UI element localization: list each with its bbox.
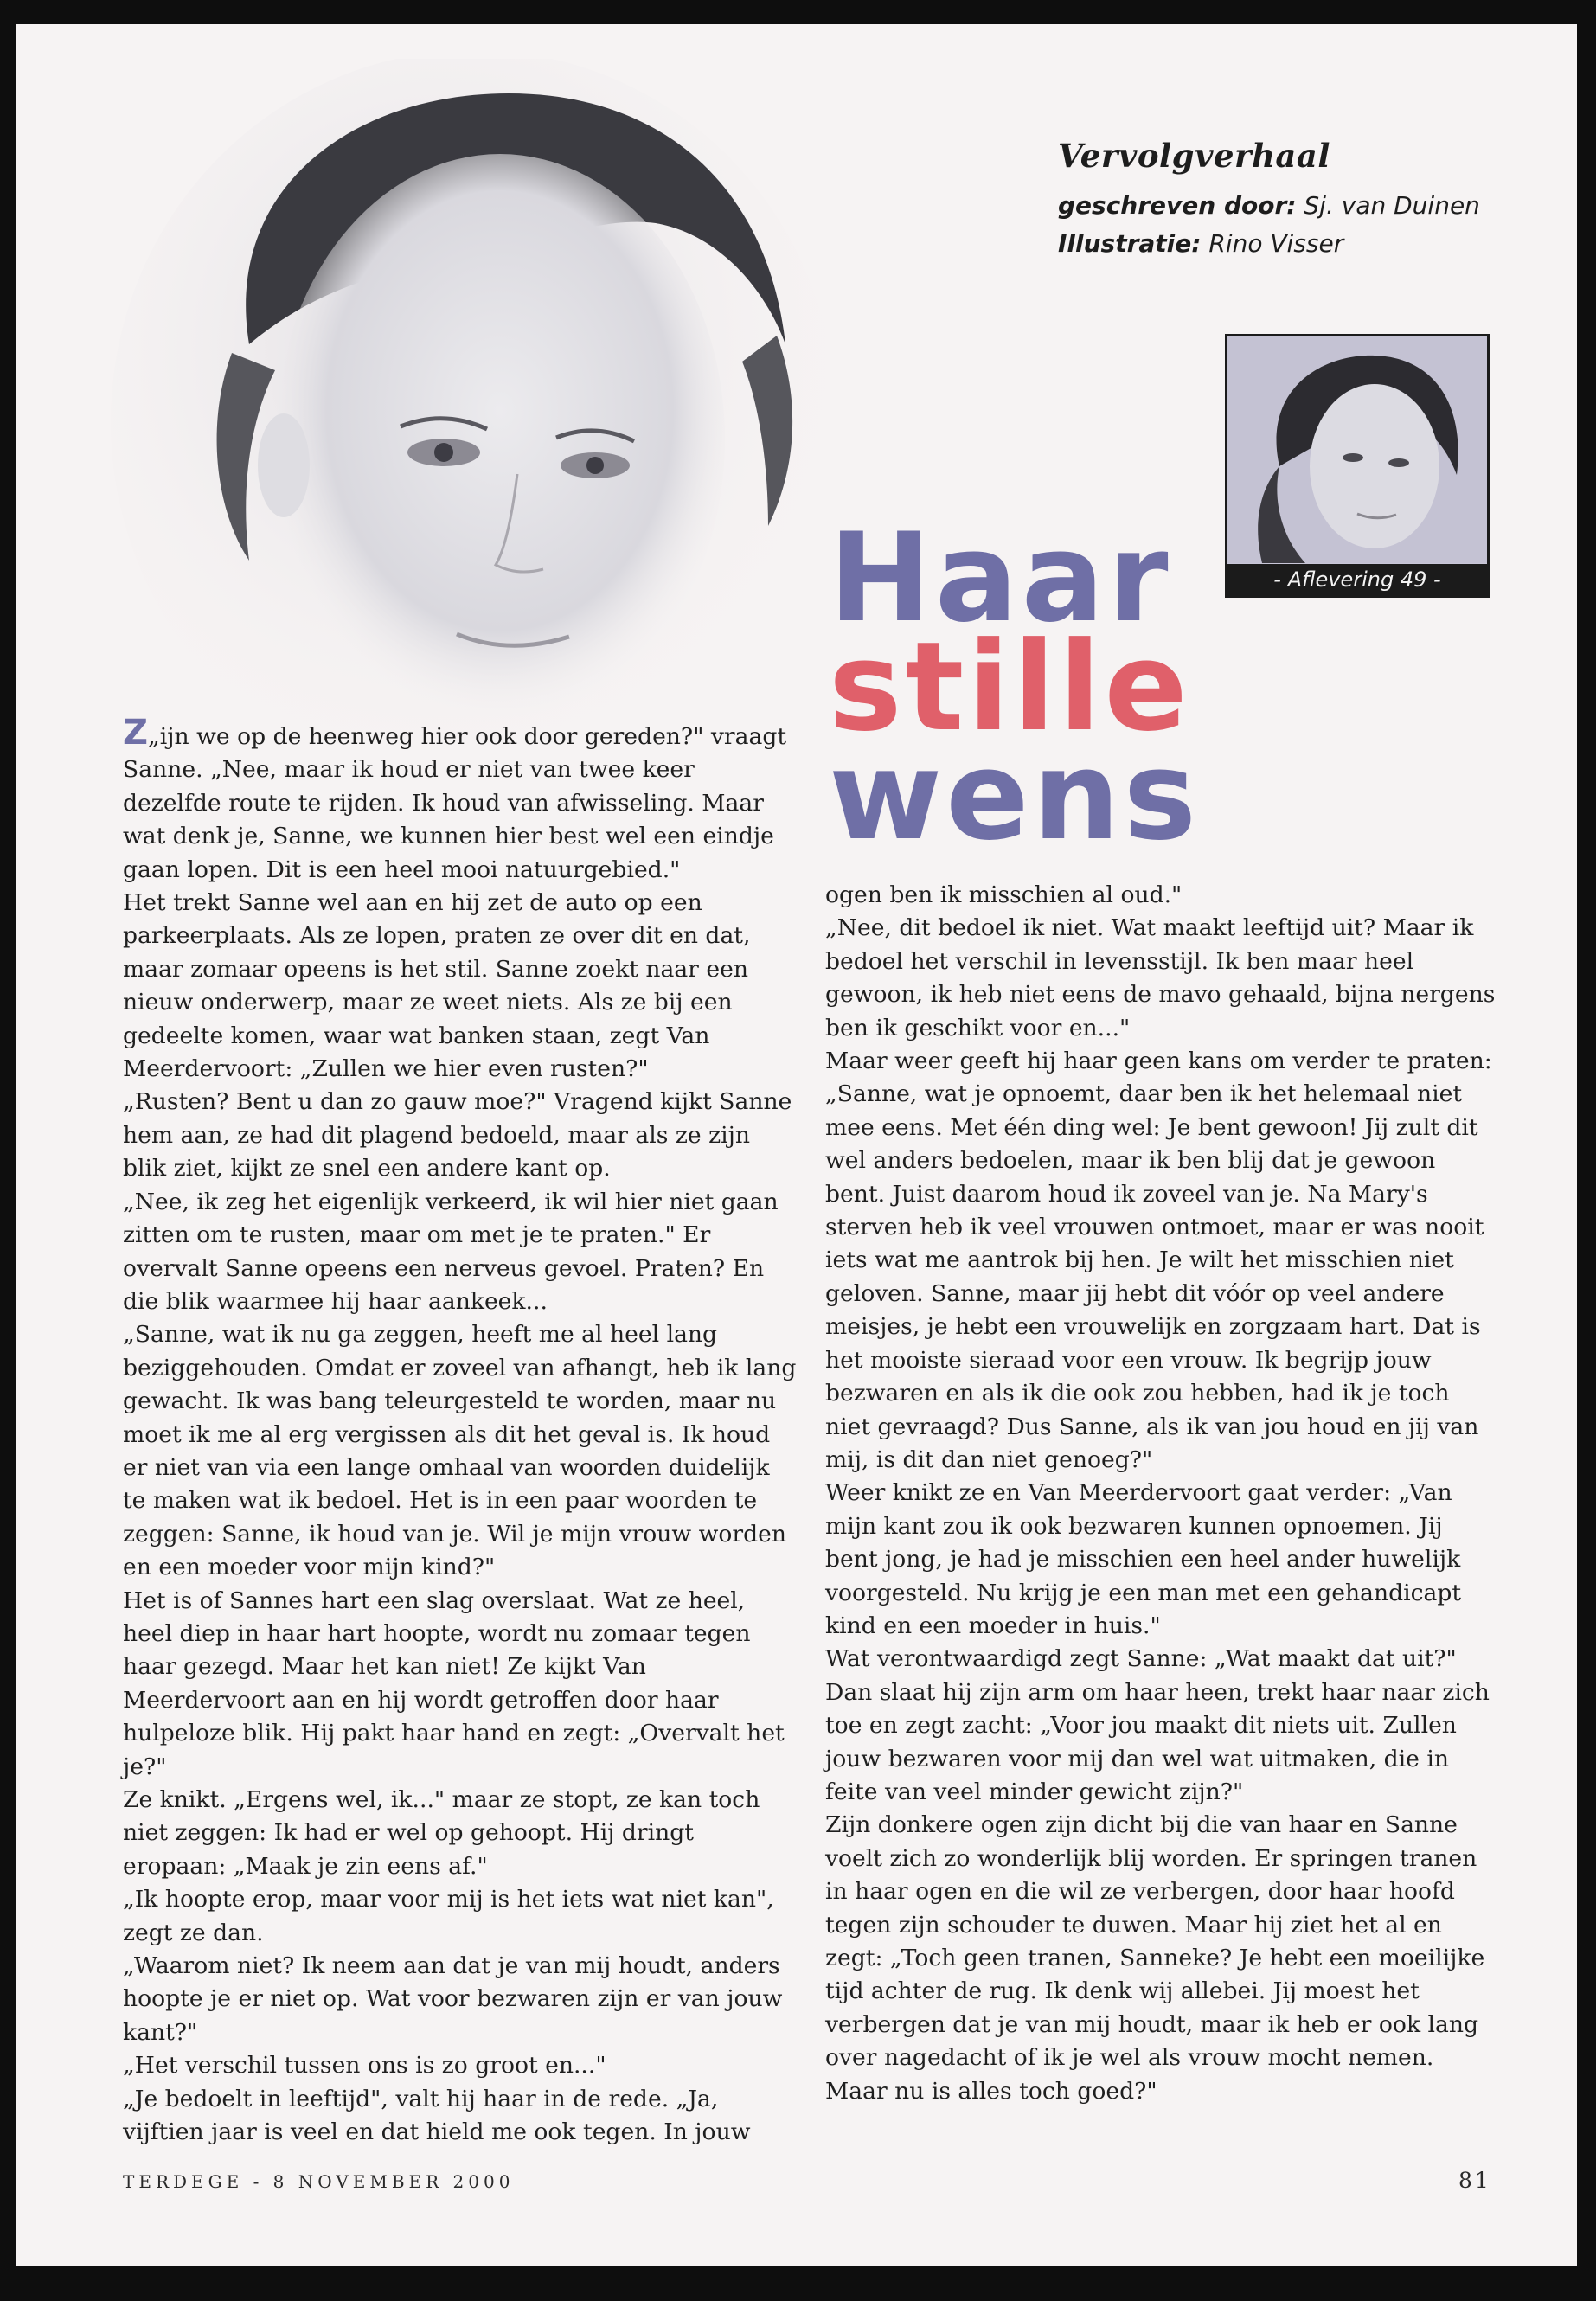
illustrator-label: Illustratie:: [1058, 229, 1202, 258]
paragraph: „Je bedoelt in leeftijd", valt hij haar in de rede. „Ja, vijftien jaar is veel en dat hield me ook tegen. In jouw: [123, 2085, 751, 2146]
portrait-illustration: [102, 59, 881, 803]
paragraph: Het is of Sannes hart een slag overslaat. Wat ze heel, heel diep in haar hart hoopte, wordt nu zomaar tegen haar gezegd. Maar het kan niet! Ze kijkt Van Meerdervoort aan en hij wordt getroffen door haar hulpeloze blik. Hij pakt haar hand en zegt: „Overvalt het je?": [123, 1586, 785, 1780]
paragraph: „Het verschil tussen ons is zo groot en...": [123, 2052, 606, 2080]
paragraph: „Nee, dit bedoel ik niet. Wat maakt leeftijd uit? Maar ik bedoel het verschil in levensstijl. Ik ben maar heel gewoon, ik heb niet eens de mavo gehaald, bijna nergens ben ik geschikt voor en...": [825, 914, 1496, 1042]
thumbnail-portrait: [1227, 336, 1487, 563]
paragraph: Weer knikt ze en Van Meerdervoort gaat verder: „Van mijn kant zou ik ook bezwaren kunnen opnoemen. Jij bent jong, je had je misschien een heel ander huwelijk voorgesteld. Nu krijg je een man met een gehandicapt kind en een moeder in huis.": [825, 1479, 1462, 1639]
paragraph: Wat verontwaardigd zegt Sanne: „Wat maakt dat uit?" Dan slaat hij zijn arm om haar heen, trekt haar naar zich toe en zegt zacht: „Voor jou maakt dit niets uit. Zullen jouw bezwaren voor mij dan wel wat uitmaken, die in feite van veel minder gewicht zijn?": [825, 1645, 1490, 1805]
series-label: Vervolgverhaal: [1058, 137, 1330, 175]
episode-label: - Aflevering 49 -: [1227, 564, 1487, 595]
drop-cap: Z: [123, 713, 149, 753]
article-column-left: [123, 713, 798, 2149]
article-title: [829, 507, 1201, 868]
paragraph: „Sanne, wat ik nu ga zeggen, heeft me al heel lang beziggehouden. Omdat er zoveel van afhangt, heb ik lang gewacht. Ik was bang teleurgesteld te worden, maar nu moet ik me al erg vergissen als dit het geval is. Ik houd er niet van via een lange omhaal van woorden duidelijk te maken wat ik bedoel. Het is in een paar woorden te zeggen: Sanne, ik houd van je. Wil je mijn vrouw worden en een moeder voor mijn kind?": [123, 1321, 797, 1581]
paragraph: „Rusten? Bent u dan zo gauw moe?" Vragend kijkt Sanne hem aan, ze had dit plagend bedoeld, maar als ze zijn blik ziet, kijkt ze snel een andere kant op.: [123, 1088, 792, 1183]
author-name: Sj. van Duinen: [1304, 191, 1480, 220]
paragraph: Het trekt Sanne wel aan en hij zet de auto op een parkeerplaats. Als ze lopen, praten ze over dit en dat, maar zomaar opeens is het stil. Sanne zoekt naar een nieuw onderwerp, maar ze weet niets. Als ze bij een gedeelte komen, waar wat banken staan, zegt Van Meerdervoort: „Zullen we hier even rusten?": [123, 889, 751, 1083]
paragraph: [123, 713, 798, 887]
title-line-1: Haar: [829, 507, 1172, 650]
publication-footer: TERDEGE - 8 NOVEMBER 2000: [123, 2171, 515, 2192]
paragraph: Zijn donkere ogen zijn dicht bij die van haar en Sanne voelt zich zo wonderlijk blij worden. Er springen tranen in haar ogen en die wil ze verbergen, door haar hoofd tegen zijn schouder te duwen. Maar hij ziet het al en zegt: „Toch geen tranen, Sanneke? Je hebt een moeilijke tijd achter de rug. Ik denk wij allebei. Jij moest het verbergen dat je van mij houdt, maar ik heb er ook lang over nagedacht of ik je wel als vrouw mocht nemen. Maar nu is alles toch goed?": [825, 1811, 1485, 2105]
paragraph: „Ik hoopte erop, maar voor mij is het iets wat niet kan", zegt ze dan.: [123, 1886, 774, 1946]
article-column-right: [825, 879, 1500, 2108]
episode-thumbnail: [1225, 334, 1490, 598]
paragraph-text: „ijn we op de heenweg hier ook door gereden?" vraagt Sanne. „Nee, maar ik houd er niet van twee keer dezelfde route te rijden. Ik houd van afwisseling. Maar wat denk je, Sanne, we kunnen hier best wel een eindje gaan lopen. Dit is een heel mooi natuurgebied.": [123, 723, 787, 883]
paragraph: ogen ben ik misschien al oud.": [825, 881, 1183, 908]
magazine-page: [16, 24, 1577, 2266]
thumbnail-image: [1227, 336, 1487, 595]
page-number: 81: [1458, 2168, 1491, 2193]
paragraph: Maar weer geeft hij haar geen kans om verder te praten: „Sanne, wat je opnoemt, daar ben ik het helemaal niet mee eens. Met één ding wel: Je bent gewoon! Jij zult dit wel anders bedoelen, maar ik ben blij dat je gewoon bent. Juist daarom houd ik zoveel van je. Na Mary's sterven heb ik veel vrouwen ontmoet, maar er was nooit iets wat me aantrok bij hen. Je wilt het misschien niet geloven. Sanne, maar jij hebt dit vóór op veel andere meisjes, je hebt een vrouwelijk en zorgzaam hart. Dat is het mooiste sieraad voor een vrouw. Ik begrijp jouw bezwaren en als ik die ook zou hebben, had ik je toch niet gevraagd? Dus Sanne, als ik van jou houd en jij van mij, is dit dan niet genoeg?": [825, 1048, 1492, 1473]
author-label: geschreven door:: [1058, 191, 1297, 220]
paragraph: Ze knikt. „Ergens wel, ik..." maar ze stopt, ze kan toch niet zeggen: Ik had er wel op gehoopt. Hij dringt eropaan: „Maak je zin eens af.": [123, 1786, 760, 1880]
credits: [1058, 187, 1542, 263]
paragraph: „Nee, ik zeg het eigenlijk verkeerd, ik wil hier niet gaan zitten om te rusten, maar om met je te praten." Er overvalt Sanne opeens een nerveus gevoel. Praten? En die blik waarmee hij haar aankeek...: [123, 1188, 779, 1315]
paragraph: „Waarom niet? Ik neem aan dat je van mij houdt, anders hoopte je er niet op. Wat voor bezwaren zijn er van jouw kant?": [123, 1952, 783, 2046]
article-header: [1058, 137, 1542, 263]
illustrator-name: Rino Visser: [1208, 229, 1344, 258]
title-line-3: wens: [829, 725, 1201, 868]
title-line-2: stille: [829, 616, 1191, 759]
